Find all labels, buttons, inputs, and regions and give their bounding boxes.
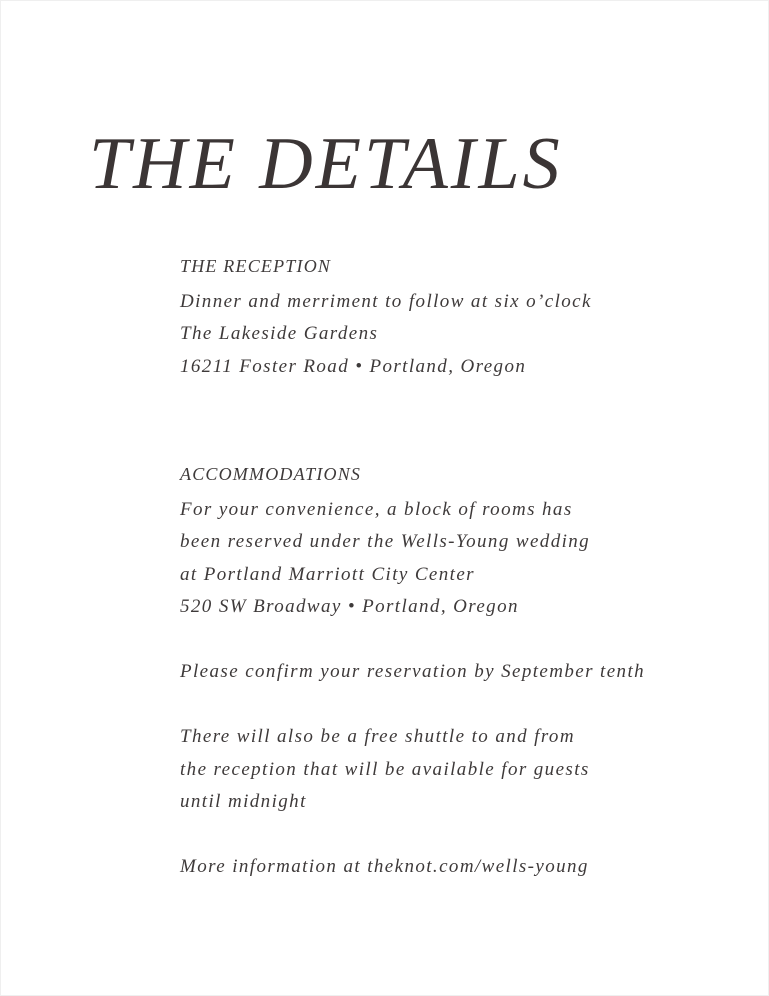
accommodations-line-1: For your convenience, a block of rooms has (180, 498, 573, 520)
reception-section (180, 250, 740, 383)
shuttle-line-1: There will also be a free shuttle to and from (180, 726, 575, 747)
spacer (180, 819, 740, 852)
page-title: THE DETAILS (89, 123, 563, 205)
spacer (180, 689, 740, 722)
reception-address-line: 16211 Foster Road • Portland, Oregon (180, 355, 527, 377)
shuttle-line-3: until midnight (180, 791, 307, 812)
accommodations-section (180, 458, 740, 884)
reception-heading: THE RECEPTION (180, 256, 332, 276)
confirm-reservation-line: Please confirm your reservation by September tenth (180, 661, 646, 682)
spacer (180, 624, 740, 657)
accommodations-heading: ACCOMMODATIONS (180, 464, 362, 484)
accommodations-hotel-line: at Portland Marriott City Center (180, 563, 475, 585)
accommodations-address-line: 520 SW Broadway • Portland, Oregon (180, 596, 519, 617)
accommodations-line-2: been reserved under the Wells-Young wedding (180, 531, 591, 552)
shuttle-line-2: the reception that will be available for guests (180, 758, 590, 780)
reception-time-line: Dinner and merriment to follow at six o’clock (180, 290, 592, 312)
more-info-line: More information at theknot.com/wells-young (180, 856, 589, 877)
reception-venue-line: The Lakeside Gardens (180, 323, 379, 344)
